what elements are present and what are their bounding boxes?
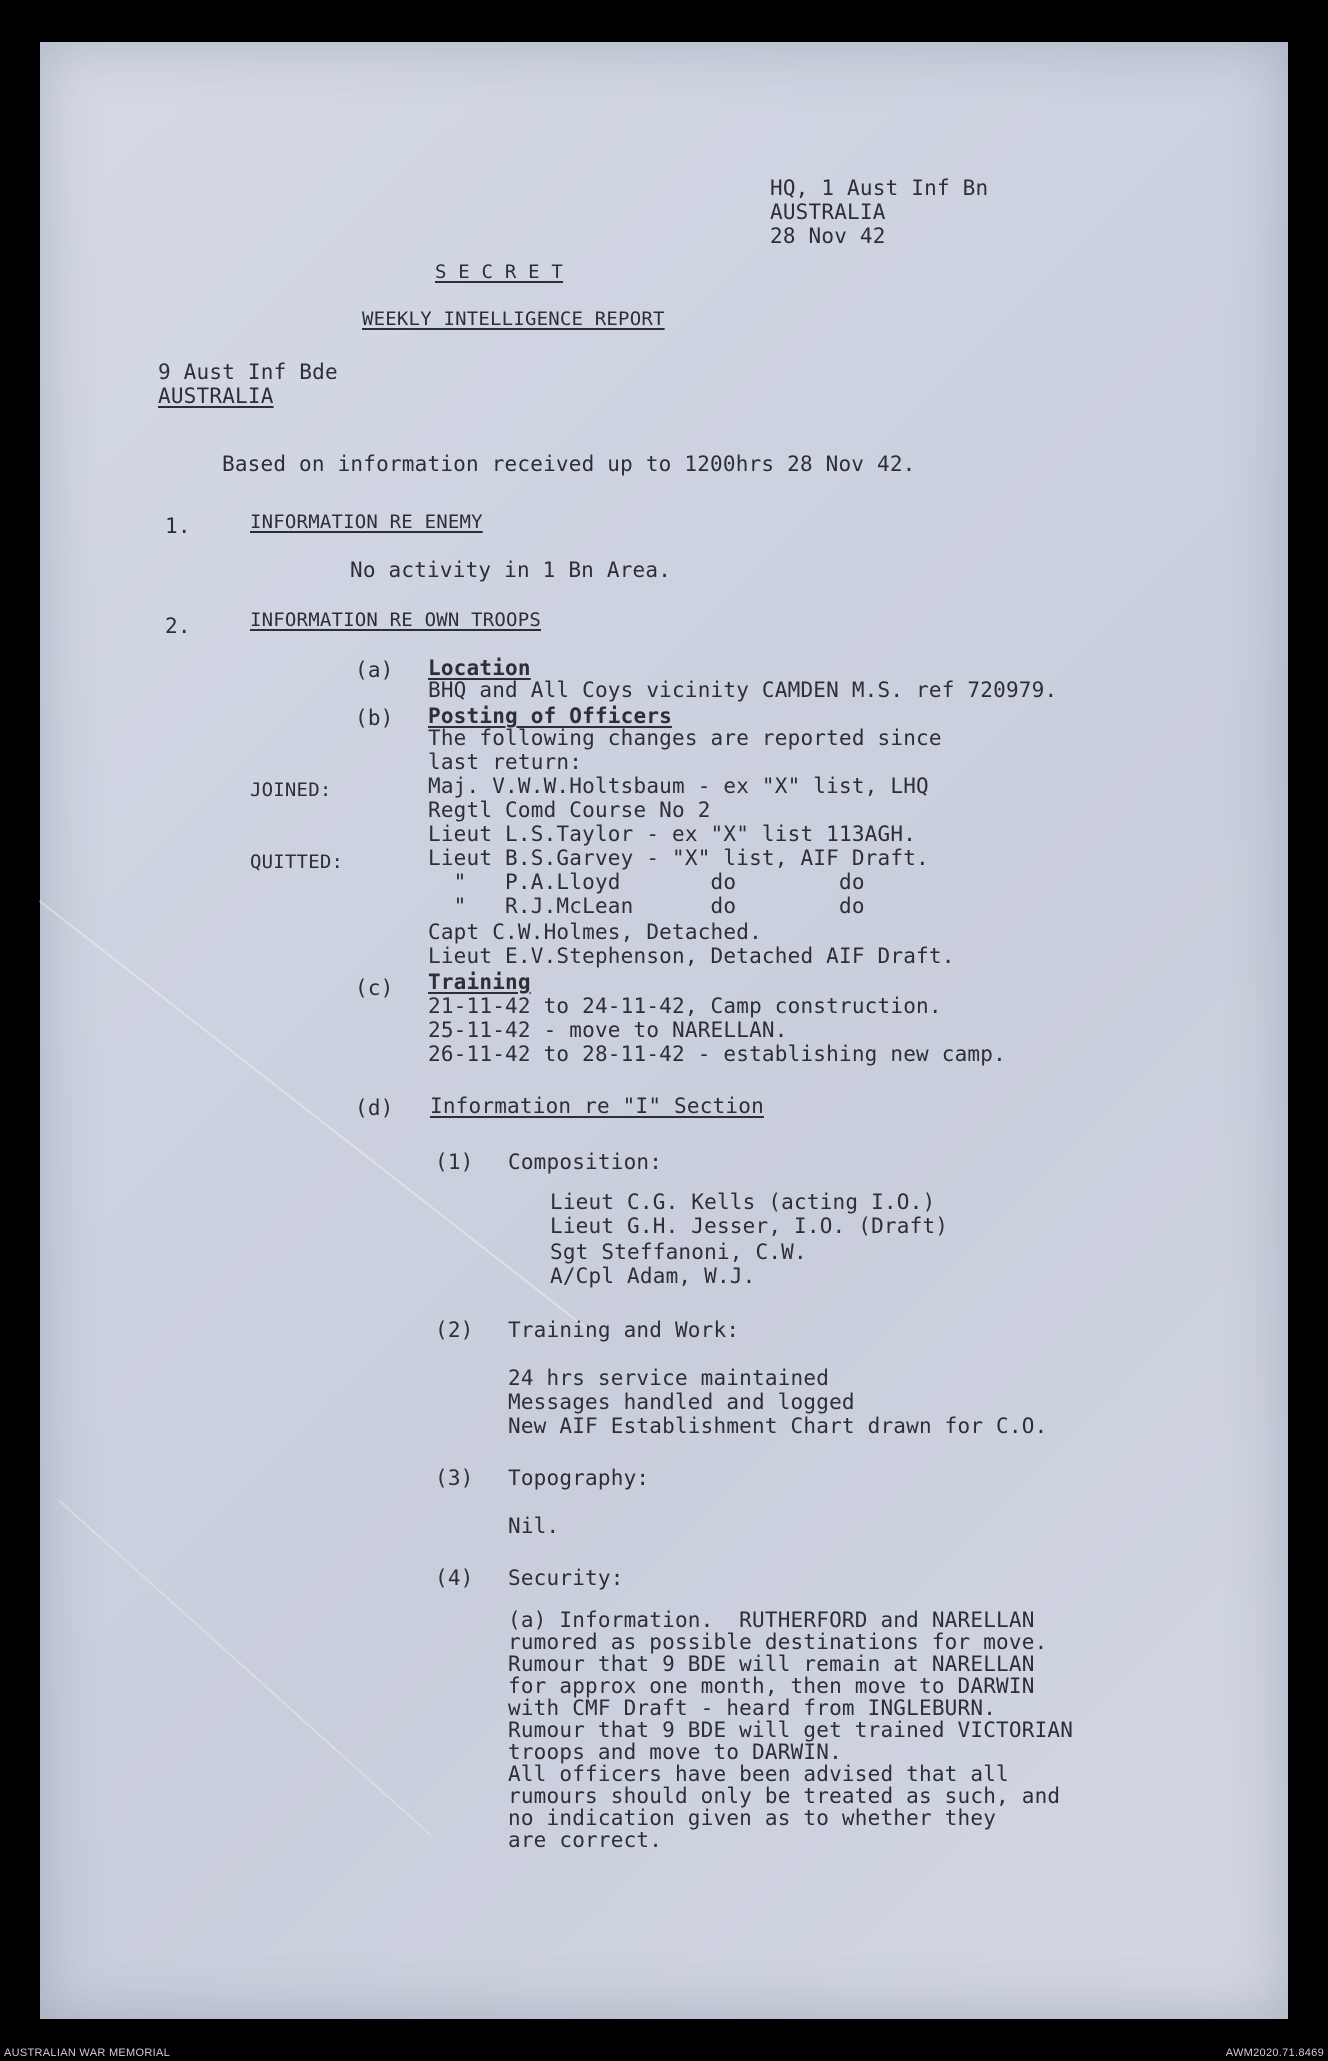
sub-a-text: BHQ and All Coys vicinity CAMDEN M.S. ref 720979. bbox=[428, 678, 1058, 702]
d4-line2: rumored as possible destinations for move. bbox=[508, 1630, 1048, 1654]
section1-heading: INFORMATION RE ENEMY bbox=[250, 511, 483, 533]
header-date: 28 Nov 42 bbox=[770, 224, 886, 248]
sub-b-label: (b) bbox=[355, 706, 394, 730]
header-unit: HQ, 1 Aust Inf Bn bbox=[770, 176, 989, 200]
sub-a-label: (a) bbox=[355, 658, 394, 682]
d4-line11: are correct. bbox=[508, 1828, 663, 1852]
d3-label: (3) bbox=[435, 1466, 474, 1490]
section2-number: 2. bbox=[165, 614, 191, 638]
based-on-line: Based on information received up to 1200hrs 28 Nov 42. bbox=[222, 452, 916, 476]
sub-b-text2: last return: bbox=[428, 750, 583, 774]
sub-c-heading: Training bbox=[428, 970, 531, 994]
sub-c-label: (c) bbox=[355, 976, 394, 1000]
addressee-location: AUSTRALIA bbox=[158, 384, 274, 408]
d2-heading: Training and Work: bbox=[508, 1318, 740, 1342]
d2-line3: New AIF Establishment Chart drawn for C.O. bbox=[508, 1414, 1048, 1438]
d2-line1: 24 hrs service maintained bbox=[508, 1366, 830, 1390]
quitted-line4: Capt C.W.Holmes, Detached. bbox=[428, 920, 762, 944]
d4-line10: no indication given as to whether they bbox=[508, 1806, 997, 1830]
sub-c-text3: 26-11-42 to 28-11-42 - establishing new camp. bbox=[428, 1042, 1006, 1066]
footer-source: AUSTRALIAN WAR MEMORIAL bbox=[4, 2047, 171, 2059]
quitted-line2: " P.A.Lloyd do do bbox=[428, 870, 865, 894]
d2-label: (2) bbox=[435, 1318, 474, 1342]
d2-line2: Messages handled and logged bbox=[508, 1390, 855, 1414]
sub-c-text2: 25-11-42 - move to NARELLAN. bbox=[428, 1018, 788, 1042]
d4-line9: rumours should only be treated as such, and bbox=[508, 1784, 1061, 1808]
quitted-line5: Lieut E.V.Stephenson, Detached AIF Draft. bbox=[428, 944, 955, 968]
quitted-line1: Lieut B.S.Garvey - "X" list, AIF Draft. bbox=[428, 846, 929, 870]
joined-label: JOINED: bbox=[250, 779, 332, 801]
joined-line2: Regtl Comd Course No 2 bbox=[428, 798, 711, 822]
sub-d-heading: Information re "I" Section bbox=[430, 1094, 764, 1118]
d4-line5: with CMF Draft - heard from INGLEBURN. bbox=[508, 1696, 997, 1720]
sub-b-text1: The following changes are reported since bbox=[428, 726, 942, 750]
quitted-line3: " R.J.McLean do do bbox=[428, 894, 865, 918]
joined-line3: Lieut L.S.Taylor - ex "X" list 113AGH. bbox=[428, 822, 917, 846]
joined-line1: Maj. V.W.W.Holtsbaum - ex "X" list, LHQ bbox=[428, 774, 929, 798]
addressee-unit: 9 Aust Inf Bde bbox=[158, 360, 338, 384]
sub-d-label: (d) bbox=[355, 1096, 394, 1120]
d4-line4: for approx one month, then move to DARWIN bbox=[508, 1674, 1035, 1698]
report-title: WEEKLY INTELLIGENCE REPORT bbox=[362, 308, 665, 330]
d4-line6: Rumour that 9 BDE will get trained VICTORIAN bbox=[508, 1718, 1074, 1742]
sub-a-heading: Location bbox=[428, 656, 531, 680]
d4-label: (4) bbox=[435, 1566, 474, 1590]
section1-number: 1. bbox=[165, 514, 191, 538]
quitted-label: QUITTED: bbox=[250, 851, 344, 873]
d3-heading: Topography: bbox=[508, 1466, 650, 1490]
d1-label: (1) bbox=[435, 1150, 474, 1174]
d1-line2: Lieut G.H. Jesser, I.O. (Draft) bbox=[550, 1214, 949, 1238]
sub-c-text1: 21-11-42 to 24-11-42, Camp construction. bbox=[428, 994, 942, 1018]
d4-line8: All officers have been advised that all bbox=[508, 1762, 1009, 1786]
section1-text: No activity in 1 Bn Area. bbox=[350, 558, 672, 582]
d1-heading: Composition: bbox=[508, 1150, 663, 1174]
footer-reference: AWM2020.71.8469 bbox=[1225, 2047, 1324, 2059]
d4-line3: Rumour that 9 BDE will remain at NARELLAN bbox=[508, 1652, 1035, 1676]
d4-line7: troops and move to DARWIN. bbox=[508, 1740, 842, 1764]
d1-line3: Sgt Steffanoni, C.W. bbox=[550, 1240, 807, 1264]
d4-line1: (a) Information. RUTHERFORD and NARELLAN bbox=[508, 1608, 1035, 1632]
classification: S E C R E T bbox=[435, 261, 564, 283]
section2-heading: INFORMATION RE OWN TROOPS bbox=[250, 609, 541, 631]
d1-line4: A/Cpl Adam, W.J. bbox=[550, 1264, 756, 1288]
d4-heading: Security: bbox=[508, 1566, 624, 1590]
d3-text: Nil. bbox=[508, 1514, 560, 1538]
d1-line1: Lieut C.G. Kells (acting I.O.) bbox=[550, 1190, 936, 1214]
header-location: AUSTRALIA bbox=[770, 200, 886, 224]
sub-b-heading: Posting of Officers bbox=[428, 704, 673, 728]
